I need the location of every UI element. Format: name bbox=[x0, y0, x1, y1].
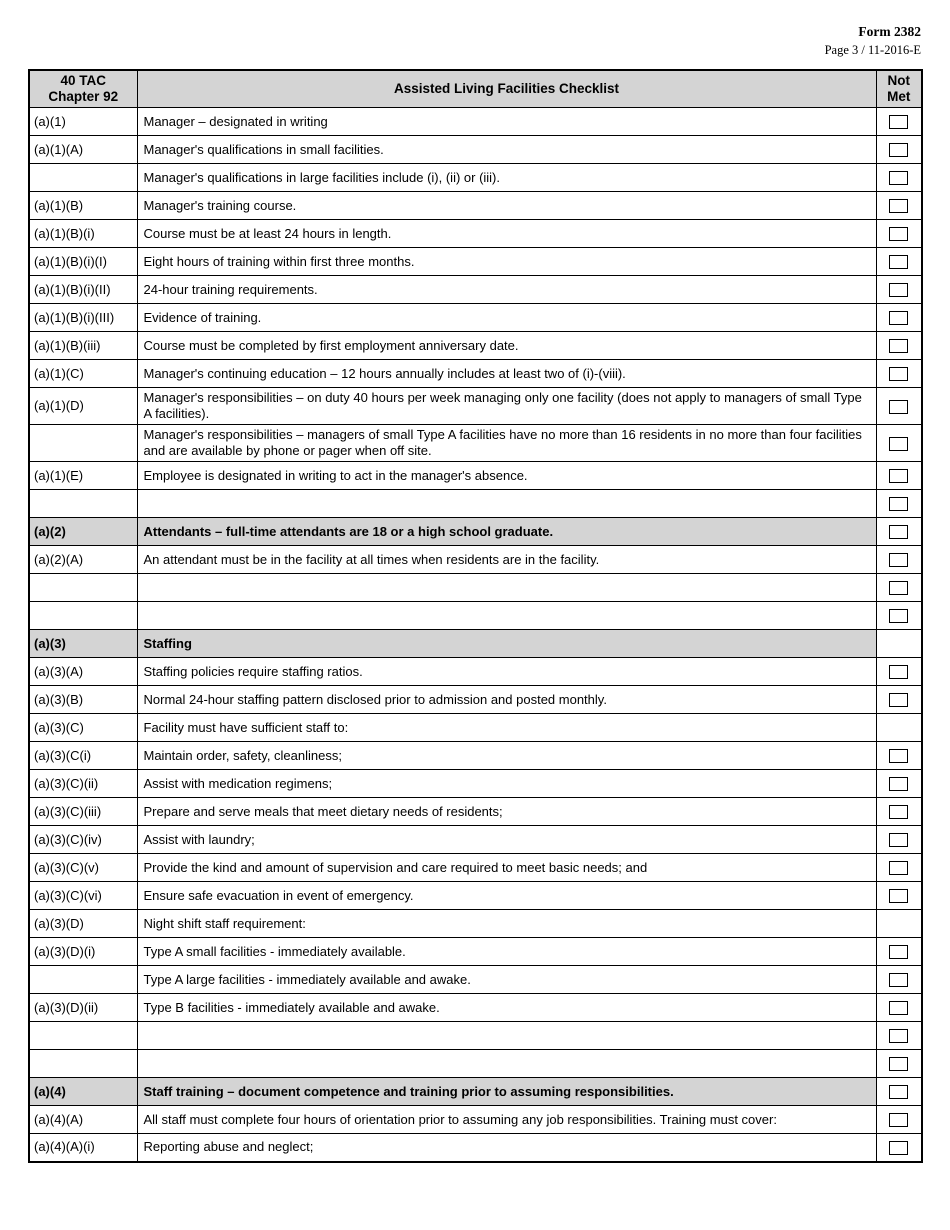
notmet-cell bbox=[876, 910, 922, 938]
requirement-cell: Prepare and serve meals that meet dietary needs of residents; bbox=[137, 798, 876, 826]
code-cell: (a)(3)(C) bbox=[29, 714, 137, 742]
table-row bbox=[29, 994, 922, 1022]
code-cell: (a)(3)(C(i) bbox=[29, 742, 137, 770]
notmet-cell bbox=[876, 1106, 922, 1134]
requirement-cell: Reporting abuse and neglect; bbox=[137, 1134, 876, 1162]
table-row bbox=[29, 360, 922, 388]
notmet-cell bbox=[876, 276, 922, 304]
not-met-checkbox[interactable] bbox=[889, 1057, 908, 1071]
requirement-cell: Course must be completed by first employment anniversary date. bbox=[137, 332, 876, 360]
requirement-cell: Manager – designated in writing bbox=[137, 108, 876, 136]
header-checklist-title: Assisted Living Facilities Checklist bbox=[137, 70, 876, 108]
requirement-cell: All staff must complete four hours of orientation prior to assuming any job responsibilities. Training must cover: bbox=[137, 1106, 876, 1134]
notmet-cell bbox=[876, 360, 922, 388]
table-row bbox=[29, 220, 922, 248]
requirement-cell: Facility must have sufficient staff to: bbox=[137, 714, 876, 742]
code-cell: (a)(1)(B)(i)(II) bbox=[29, 276, 137, 304]
table-row bbox=[29, 938, 922, 966]
not-met-checkbox[interactable] bbox=[889, 945, 908, 959]
header-tac-chapter bbox=[29, 70, 137, 108]
requirement-cell: Normal 24-hour staffing pattern disclosed prior to admission and posted monthly. bbox=[137, 686, 876, 714]
requirement-cell: Night shift staff requirement: bbox=[137, 910, 876, 938]
code-cell bbox=[29, 966, 137, 994]
not-met-checkbox[interactable] bbox=[889, 255, 908, 269]
table-row bbox=[29, 1050, 922, 1078]
not-met-checkbox[interactable] bbox=[889, 227, 908, 241]
not-met-checkbox[interactable] bbox=[889, 553, 908, 567]
code-cell: (a)(1)(D) bbox=[29, 388, 137, 425]
table-row bbox=[29, 1106, 922, 1134]
code-cell bbox=[29, 602, 137, 630]
checklist-table bbox=[28, 69, 923, 1163]
requirement-cell: Type A large facilities - immediately available and awake. bbox=[137, 966, 876, 994]
table-row bbox=[29, 462, 922, 490]
not-met-checkbox[interactable] bbox=[889, 861, 908, 875]
notmet-cell bbox=[876, 136, 922, 164]
requirement-cell: Manager's qualifications in large facilities include (i), (ii) or (iii). bbox=[137, 164, 876, 192]
notmet-cell bbox=[876, 770, 922, 798]
notmet-cell bbox=[876, 742, 922, 770]
table-row bbox=[29, 276, 922, 304]
notmet-cell bbox=[876, 966, 922, 994]
requirement-cell: Type B facilities - immediately available and awake. bbox=[137, 994, 876, 1022]
code-cell: (a)(3)(A) bbox=[29, 658, 137, 686]
requirement-cell: Provide the kind and amount of supervision and care required to meet basic needs; and bbox=[137, 854, 876, 882]
requirement-cell: Manager's training course. bbox=[137, 192, 876, 220]
not-met-checkbox[interactable] bbox=[889, 400, 908, 414]
not-met-checkbox[interactable] bbox=[889, 609, 908, 623]
requirement-cell: 24-hour training requirements. bbox=[137, 276, 876, 304]
not-met-checkbox[interactable] bbox=[889, 115, 908, 129]
notmet-cell bbox=[876, 714, 922, 742]
requirement-cell: Eight hours of training within first three months. bbox=[137, 248, 876, 276]
not-met-checkbox[interactable] bbox=[889, 1001, 908, 1015]
not-met-checkbox[interactable] bbox=[889, 469, 908, 483]
not-met-checkbox[interactable] bbox=[889, 581, 908, 595]
code-cell bbox=[29, 490, 137, 518]
header-not-met bbox=[876, 70, 922, 108]
code-cell: (a)(3)(C)(ii) bbox=[29, 770, 137, 798]
table-row bbox=[29, 546, 922, 574]
requirement-cell: Manager's continuing education – 12 hours annually includes at least two of (i)-(viii). bbox=[137, 360, 876, 388]
table-row bbox=[29, 518, 922, 546]
header-notmet-line2: Met bbox=[887, 88, 911, 104]
notmet-cell bbox=[876, 462, 922, 490]
requirement-cell: Course must be at least 24 hours in length. bbox=[137, 220, 876, 248]
requirement-cell bbox=[137, 574, 876, 602]
notmet-cell bbox=[876, 798, 922, 826]
table-row bbox=[29, 770, 922, 798]
notmet-cell bbox=[876, 1134, 922, 1162]
requirement-cell bbox=[137, 490, 876, 518]
code-cell: (a)(3)(C)(iv) bbox=[29, 826, 137, 854]
requirement-cell: Employee is designated in writing to act in the manager's absence. bbox=[137, 462, 876, 490]
notmet-cell bbox=[876, 574, 922, 602]
code-cell bbox=[29, 164, 137, 192]
notmet-cell bbox=[876, 938, 922, 966]
not-met-checkbox[interactable] bbox=[889, 1113, 908, 1127]
not-met-checkbox[interactable] bbox=[889, 497, 908, 511]
page-header bbox=[0, 0, 950, 65]
code-cell: (a)(1)(B)(iii) bbox=[29, 332, 137, 360]
requirement-cell bbox=[137, 1022, 876, 1050]
requirement-cell: An attendant must be in the facility at all times when residents are in the facility. bbox=[137, 546, 876, 574]
requirement-cell: Type A small facilities - immediately available. bbox=[137, 938, 876, 966]
header-notmet-line1: Not bbox=[887, 72, 910, 88]
code-cell: (a)(2)(A) bbox=[29, 546, 137, 574]
notmet-cell bbox=[876, 1050, 922, 1078]
table-row bbox=[29, 490, 922, 518]
requirement-cell: Ensure safe evacuation in event of emergency. bbox=[137, 882, 876, 910]
form-number: Form 2382 bbox=[858, 24, 921, 39]
not-met-checkbox[interactable] bbox=[889, 525, 908, 539]
table-row bbox=[29, 108, 922, 136]
not-met-checkbox[interactable] bbox=[889, 171, 908, 185]
requirement-cell: Attendants – full-time attendants are 18 or a high school graduate. bbox=[137, 518, 876, 546]
notmet-cell bbox=[876, 248, 922, 276]
table-row bbox=[29, 714, 922, 742]
code-cell: (a)(1) bbox=[29, 108, 137, 136]
requirement-cell bbox=[137, 602, 876, 630]
table-row bbox=[29, 164, 922, 192]
notmet-cell bbox=[876, 490, 922, 518]
page-info: Page 3 / 11-2016-E bbox=[824, 42, 921, 57]
not-met-checkbox[interactable] bbox=[889, 367, 908, 381]
not-met-checkbox[interactable] bbox=[889, 693, 908, 707]
code-cell: (a)(4)(A) bbox=[29, 1106, 137, 1134]
table-row bbox=[29, 854, 922, 882]
notmet-cell bbox=[876, 518, 922, 546]
table-row bbox=[29, 742, 922, 770]
code-cell: (a)(4) bbox=[29, 1078, 137, 1106]
code-cell: (a)(3) bbox=[29, 630, 137, 658]
header-tac-line2: Chapter 92 bbox=[48, 88, 119, 104]
not-met-checkbox[interactable] bbox=[889, 437, 908, 451]
table-row bbox=[29, 910, 922, 938]
table-row bbox=[29, 882, 922, 910]
requirement-cell: Assist with medication regimens; bbox=[137, 770, 876, 798]
notmet-cell bbox=[876, 826, 922, 854]
table-row bbox=[29, 798, 922, 826]
requirement-cell: Maintain order, safety, cleanliness; bbox=[137, 742, 876, 770]
code-cell: (a)(3)(D) bbox=[29, 910, 137, 938]
requirement-cell: Manager's responsibilities – managers of small Type A facilities have no more than 16 residents in no more than four facilities and are available by phone or pager when off site. bbox=[137, 425, 876, 462]
table-header-row bbox=[29, 70, 922, 108]
notmet-cell bbox=[876, 425, 922, 462]
notmet-cell bbox=[876, 220, 922, 248]
not-met-checkbox[interactable] bbox=[889, 749, 908, 763]
table-row bbox=[29, 304, 922, 332]
table-row bbox=[29, 1134, 922, 1162]
table-row bbox=[29, 602, 922, 630]
notmet-cell bbox=[876, 192, 922, 220]
table-row bbox=[29, 136, 922, 164]
code-cell: (a)(3)(C)(iii) bbox=[29, 798, 137, 826]
notmet-cell bbox=[876, 658, 922, 686]
notmet-cell bbox=[876, 882, 922, 910]
not-met-checkbox[interactable] bbox=[889, 199, 908, 213]
requirement-cell: Staffing policies require staffing ratios. bbox=[137, 658, 876, 686]
notmet-cell bbox=[876, 546, 922, 574]
not-met-checkbox[interactable] bbox=[889, 1029, 908, 1043]
notmet-cell bbox=[876, 686, 922, 714]
requirement-cell: Assist with laundry; bbox=[137, 826, 876, 854]
code-cell bbox=[29, 1050, 137, 1078]
notmet-cell bbox=[876, 388, 922, 425]
table-row bbox=[29, 686, 922, 714]
code-cell: (a)(1)(C) bbox=[29, 360, 137, 388]
code-cell: (a)(3)(D)(i) bbox=[29, 938, 137, 966]
code-cell: (a)(3)(C)(vi) bbox=[29, 882, 137, 910]
code-cell: (a)(1)(B) bbox=[29, 192, 137, 220]
code-cell: (a)(1)(B)(i)(III) bbox=[29, 304, 137, 332]
not-met-checkbox[interactable] bbox=[889, 805, 908, 819]
table-row bbox=[29, 425, 922, 462]
code-cell: (a)(3)(C)(v) bbox=[29, 854, 137, 882]
notmet-cell bbox=[876, 108, 922, 136]
not-met-checkbox[interactable] bbox=[889, 311, 908, 325]
table-head bbox=[29, 70, 922, 108]
notmet-cell bbox=[876, 164, 922, 192]
not-met-checkbox[interactable] bbox=[889, 1141, 908, 1155]
header-tac-line1: 40 TAC bbox=[60, 72, 106, 88]
table-row bbox=[29, 574, 922, 602]
table-row bbox=[29, 388, 922, 425]
not-met-checkbox[interactable] bbox=[889, 889, 908, 903]
requirement-cell: Staff training – document competence and training prior to assuming responsibilities. bbox=[137, 1078, 876, 1106]
code-cell: (a)(1)(A) bbox=[29, 136, 137, 164]
table-row bbox=[29, 966, 922, 994]
notmet-cell bbox=[876, 630, 922, 658]
code-cell: (a)(1)(B)(i) bbox=[29, 220, 137, 248]
not-met-checkbox[interactable] bbox=[889, 283, 908, 297]
table-row bbox=[29, 630, 922, 658]
requirement-cell: Evidence of training. bbox=[137, 304, 876, 332]
table-body bbox=[29, 108, 922, 1162]
code-cell bbox=[29, 574, 137, 602]
not-met-checkbox[interactable] bbox=[889, 777, 908, 791]
notmet-cell bbox=[876, 1078, 922, 1106]
not-met-checkbox[interactable] bbox=[889, 973, 908, 987]
requirement-cell bbox=[137, 1050, 876, 1078]
notmet-cell bbox=[876, 1022, 922, 1050]
code-cell: (a)(3)(B) bbox=[29, 686, 137, 714]
notmet-cell bbox=[876, 994, 922, 1022]
table-row bbox=[29, 192, 922, 220]
not-met-checkbox[interactable] bbox=[889, 833, 908, 847]
table-row bbox=[29, 826, 922, 854]
table-row bbox=[29, 332, 922, 360]
code-cell: (a)(3)(D)(ii) bbox=[29, 994, 137, 1022]
not-met-checkbox[interactable] bbox=[889, 143, 908, 157]
requirement-cell: Manager's responsibilities – on duty 40 hours per week managing only one facility (does not apply to managers of small Type A facilities). bbox=[137, 388, 876, 425]
table-row bbox=[29, 248, 922, 276]
not-met-checkbox[interactable] bbox=[889, 665, 908, 679]
code-cell: (a)(4)(A)(i) bbox=[29, 1134, 137, 1162]
code-cell: (a)(1)(B)(i)(I) bbox=[29, 248, 137, 276]
table-row bbox=[29, 658, 922, 686]
notmet-cell bbox=[876, 854, 922, 882]
code-cell: (a)(2) bbox=[29, 518, 137, 546]
not-met-checkbox[interactable] bbox=[889, 339, 908, 353]
code-cell bbox=[29, 425, 137, 462]
table-row bbox=[29, 1078, 922, 1106]
requirement-cell: Manager's qualifications in small facilities. bbox=[137, 136, 876, 164]
notmet-cell bbox=[876, 602, 922, 630]
requirement-cell: Staffing bbox=[137, 630, 876, 658]
notmet-cell bbox=[876, 304, 922, 332]
notmet-cell bbox=[876, 332, 922, 360]
table-row bbox=[29, 1022, 922, 1050]
not-met-checkbox[interactable] bbox=[889, 1085, 908, 1099]
code-cell: (a)(1)(E) bbox=[29, 462, 137, 490]
code-cell bbox=[29, 1022, 137, 1050]
